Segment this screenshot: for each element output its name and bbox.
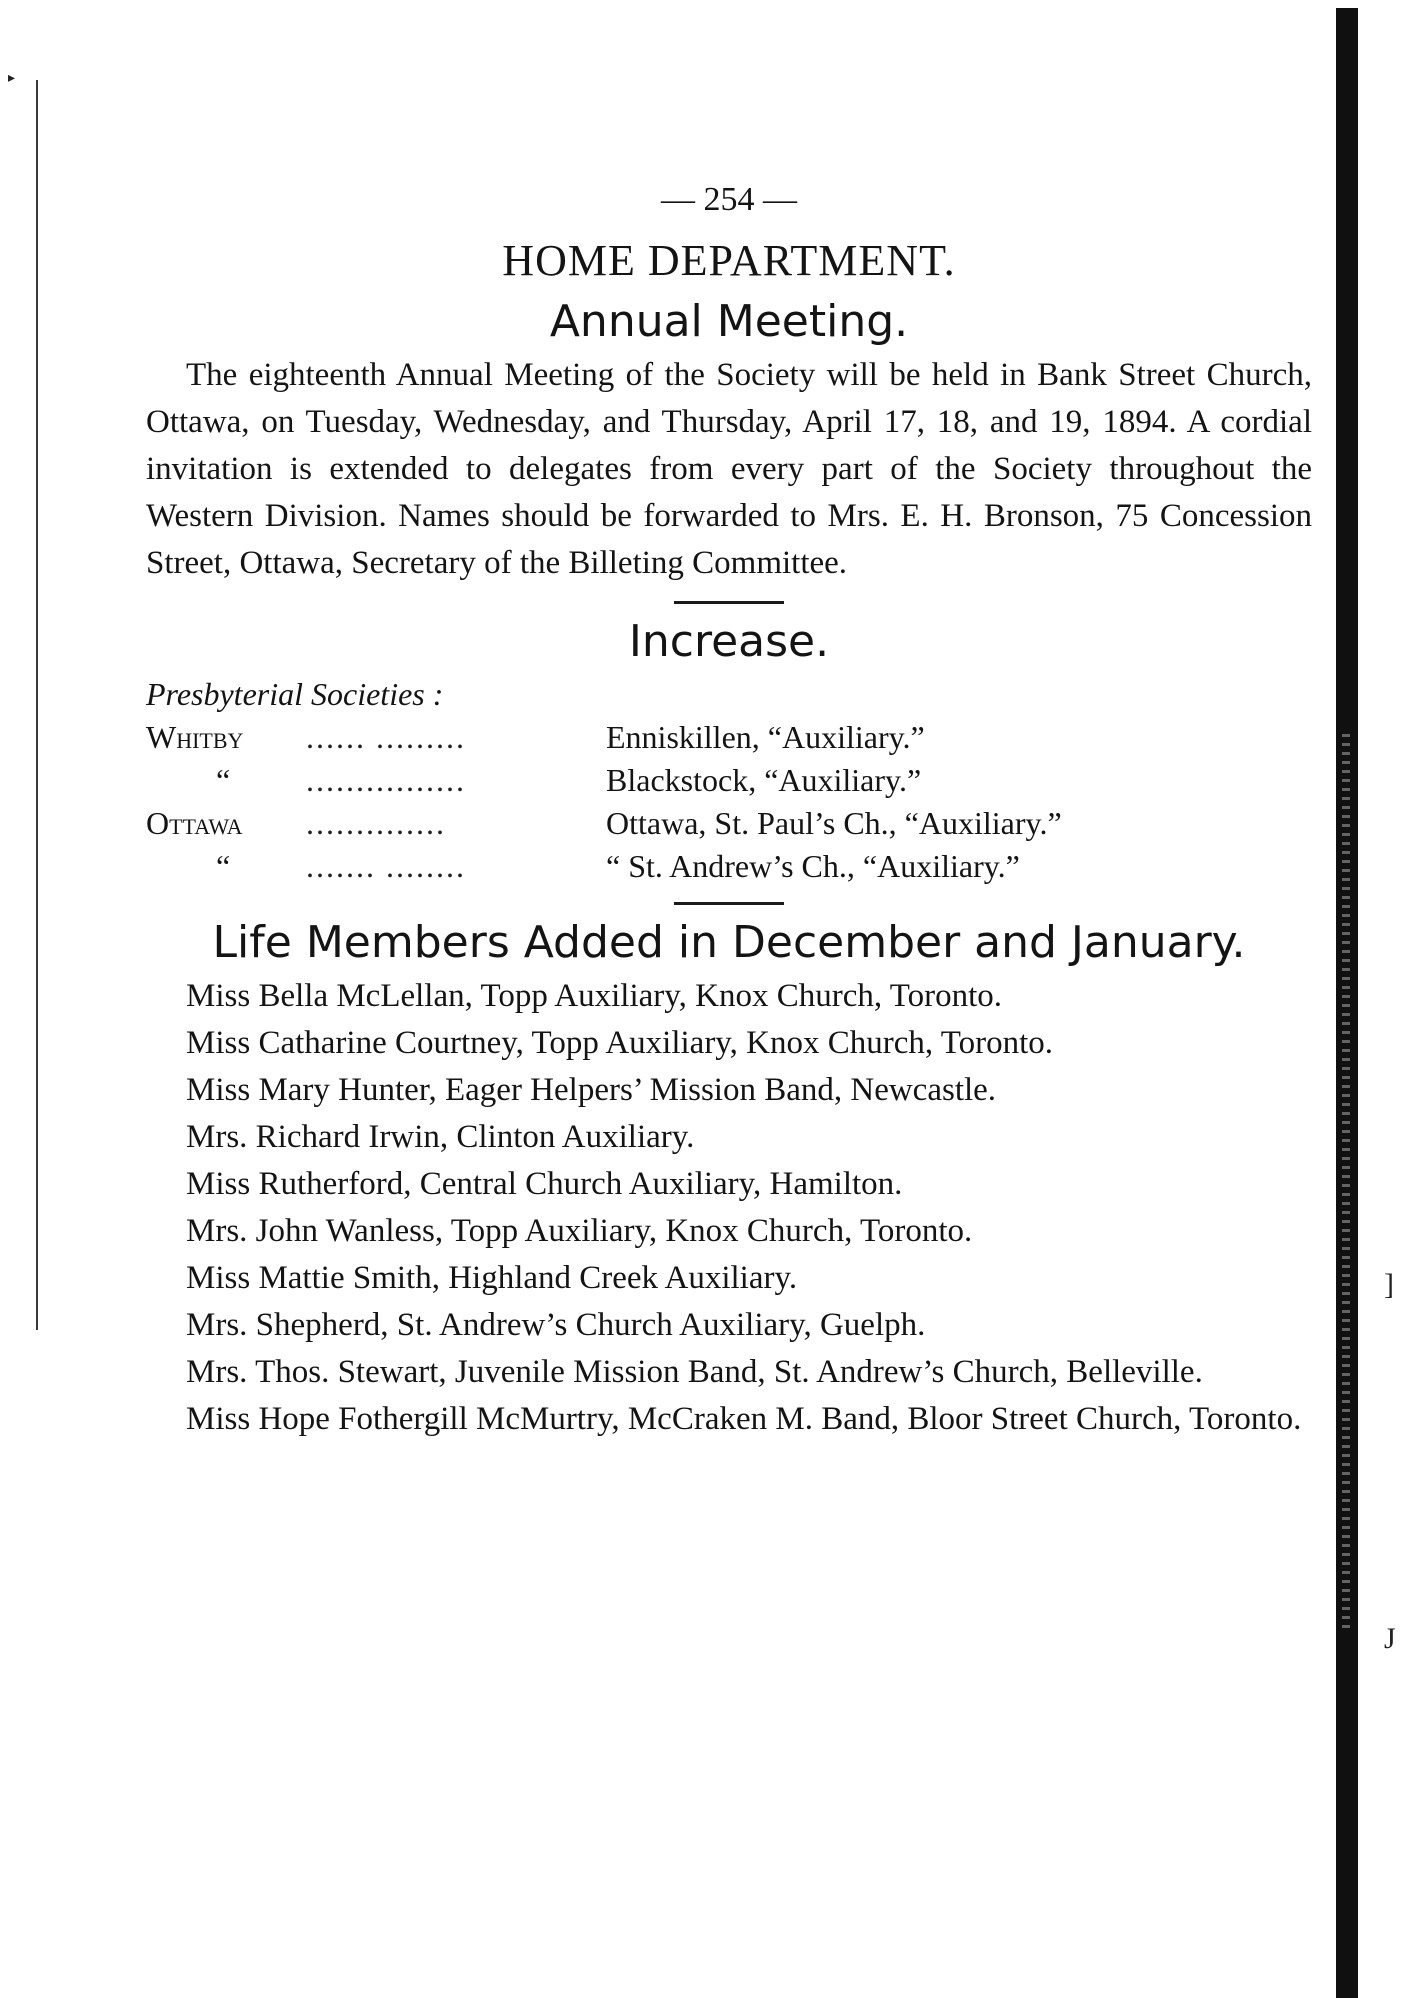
section-divider	[674, 902, 784, 905]
list-item: Miss Catharine Courtney, Topp Auxiliary, Knox Church, Toronto.	[186, 1025, 1054, 1061]
increase-list	[146, 716, 1312, 888]
leader-dots: ...... .........	[306, 719, 466, 755]
department-title: HOME DEPARTMENT.	[502, 236, 956, 285]
increase-row	[146, 759, 1312, 802]
list-item: Mrs. Shepherd, St. Andrew’s Church Auxiliary, Guelph.	[186, 1307, 926, 1343]
annual-meeting-paragraph: The eighteenth Annual Meeting of the Society will be held in Bank Street Church, Ottawa, on Tuesday, Wednesday, and Thursday, April 17, 18, and 19, 1894. A cordial invitation is extended to delegates from every part of the Society throughout the Western Division. Names should be forwarded to Mrs. E. H. Bronson, 75 Concession Street, Ottawa, Secretary of the Billeting Committee.	[146, 357, 1312, 581]
binding-edge-bar	[1336, 8, 1358, 1998]
right-margin-mark-2: J	[1384, 1622, 1396, 1655]
life-members-list	[146, 973, 1312, 1443]
life-members-heading: Life Members Added in December and January.	[212, 917, 1246, 968]
increase-section	[146, 612, 1312, 888]
increase-heading: Increase.	[628, 616, 830, 667]
presbytery-name: Whitby	[146, 719, 244, 755]
increase-row	[146, 716, 1312, 759]
society-entry: Blackstock, “Auxiliary.”	[606, 762, 922, 798]
left-margin-rule	[36, 80, 38, 1330]
presbyterial-societies-label: Presbyterial Societies :	[146, 676, 444, 712]
leader-dots: ....... ........	[306, 848, 466, 884]
page-number: — 254 —	[661, 181, 797, 218]
increase-row	[146, 845, 1312, 888]
annual-meeting-section	[146, 292, 1312, 587]
list-item: Mrs. John Wanless, Topp Auxiliary, Knox Church, Toronto.	[186, 1213, 973, 1249]
life-members-section	[146, 913, 1312, 1443]
presbytery-name: “	[216, 762, 231, 798]
society-entry: Enniskillen, “Auxiliary.”	[606, 719, 925, 755]
list-item: Mrs. Thos. Stewart, Juvenile Mission Band, St. Andrew’s Church, Belleville.	[186, 1354, 1203, 1390]
society-entry: Ottawa, St. Paul’s Ch., “Auxiliary.”	[606, 805, 1062, 841]
list-item: Miss Bella McLellan, Topp Auxiliary, Knox Church, Toronto.	[186, 978, 1003, 1014]
presbytery-name: “	[216, 848, 231, 884]
society-entry: “ St. Andrew’s Ch., “Auxiliary.”	[606, 848, 1020, 884]
left-margin-mark: ▸	[8, 70, 16, 86]
increase-row	[146, 802, 1312, 845]
leader-dots: ................	[306, 762, 466, 798]
right-margin-mark-1: ]	[1384, 1268, 1394, 1301]
presbytery-name: Ottawa	[146, 805, 243, 841]
list-item: Miss Mattie Smith, Highland Creek Auxiliary.	[186, 1260, 798, 1296]
list-item: Miss Hope Fothergill McMurtry, McCraken M. Band, Bloor Street Church, Toronto.	[186, 1401, 1302, 1437]
list-item: Miss Rutherford, Central Church Auxiliary, Hamilton.	[186, 1166, 903, 1202]
leader-dots: ..............	[306, 805, 446, 841]
list-item: Mrs. Richard Irwin, Clinton Auxiliary.	[186, 1119, 695, 1155]
section-divider	[674, 601, 784, 604]
page-content	[146, 170, 1312, 1443]
list-item: Miss Mary Hunter, Eager Helpers’ Mission Band, Newcastle.	[186, 1072, 997, 1108]
annual-meeting-heading: Annual Meeting.	[549, 296, 909, 347]
